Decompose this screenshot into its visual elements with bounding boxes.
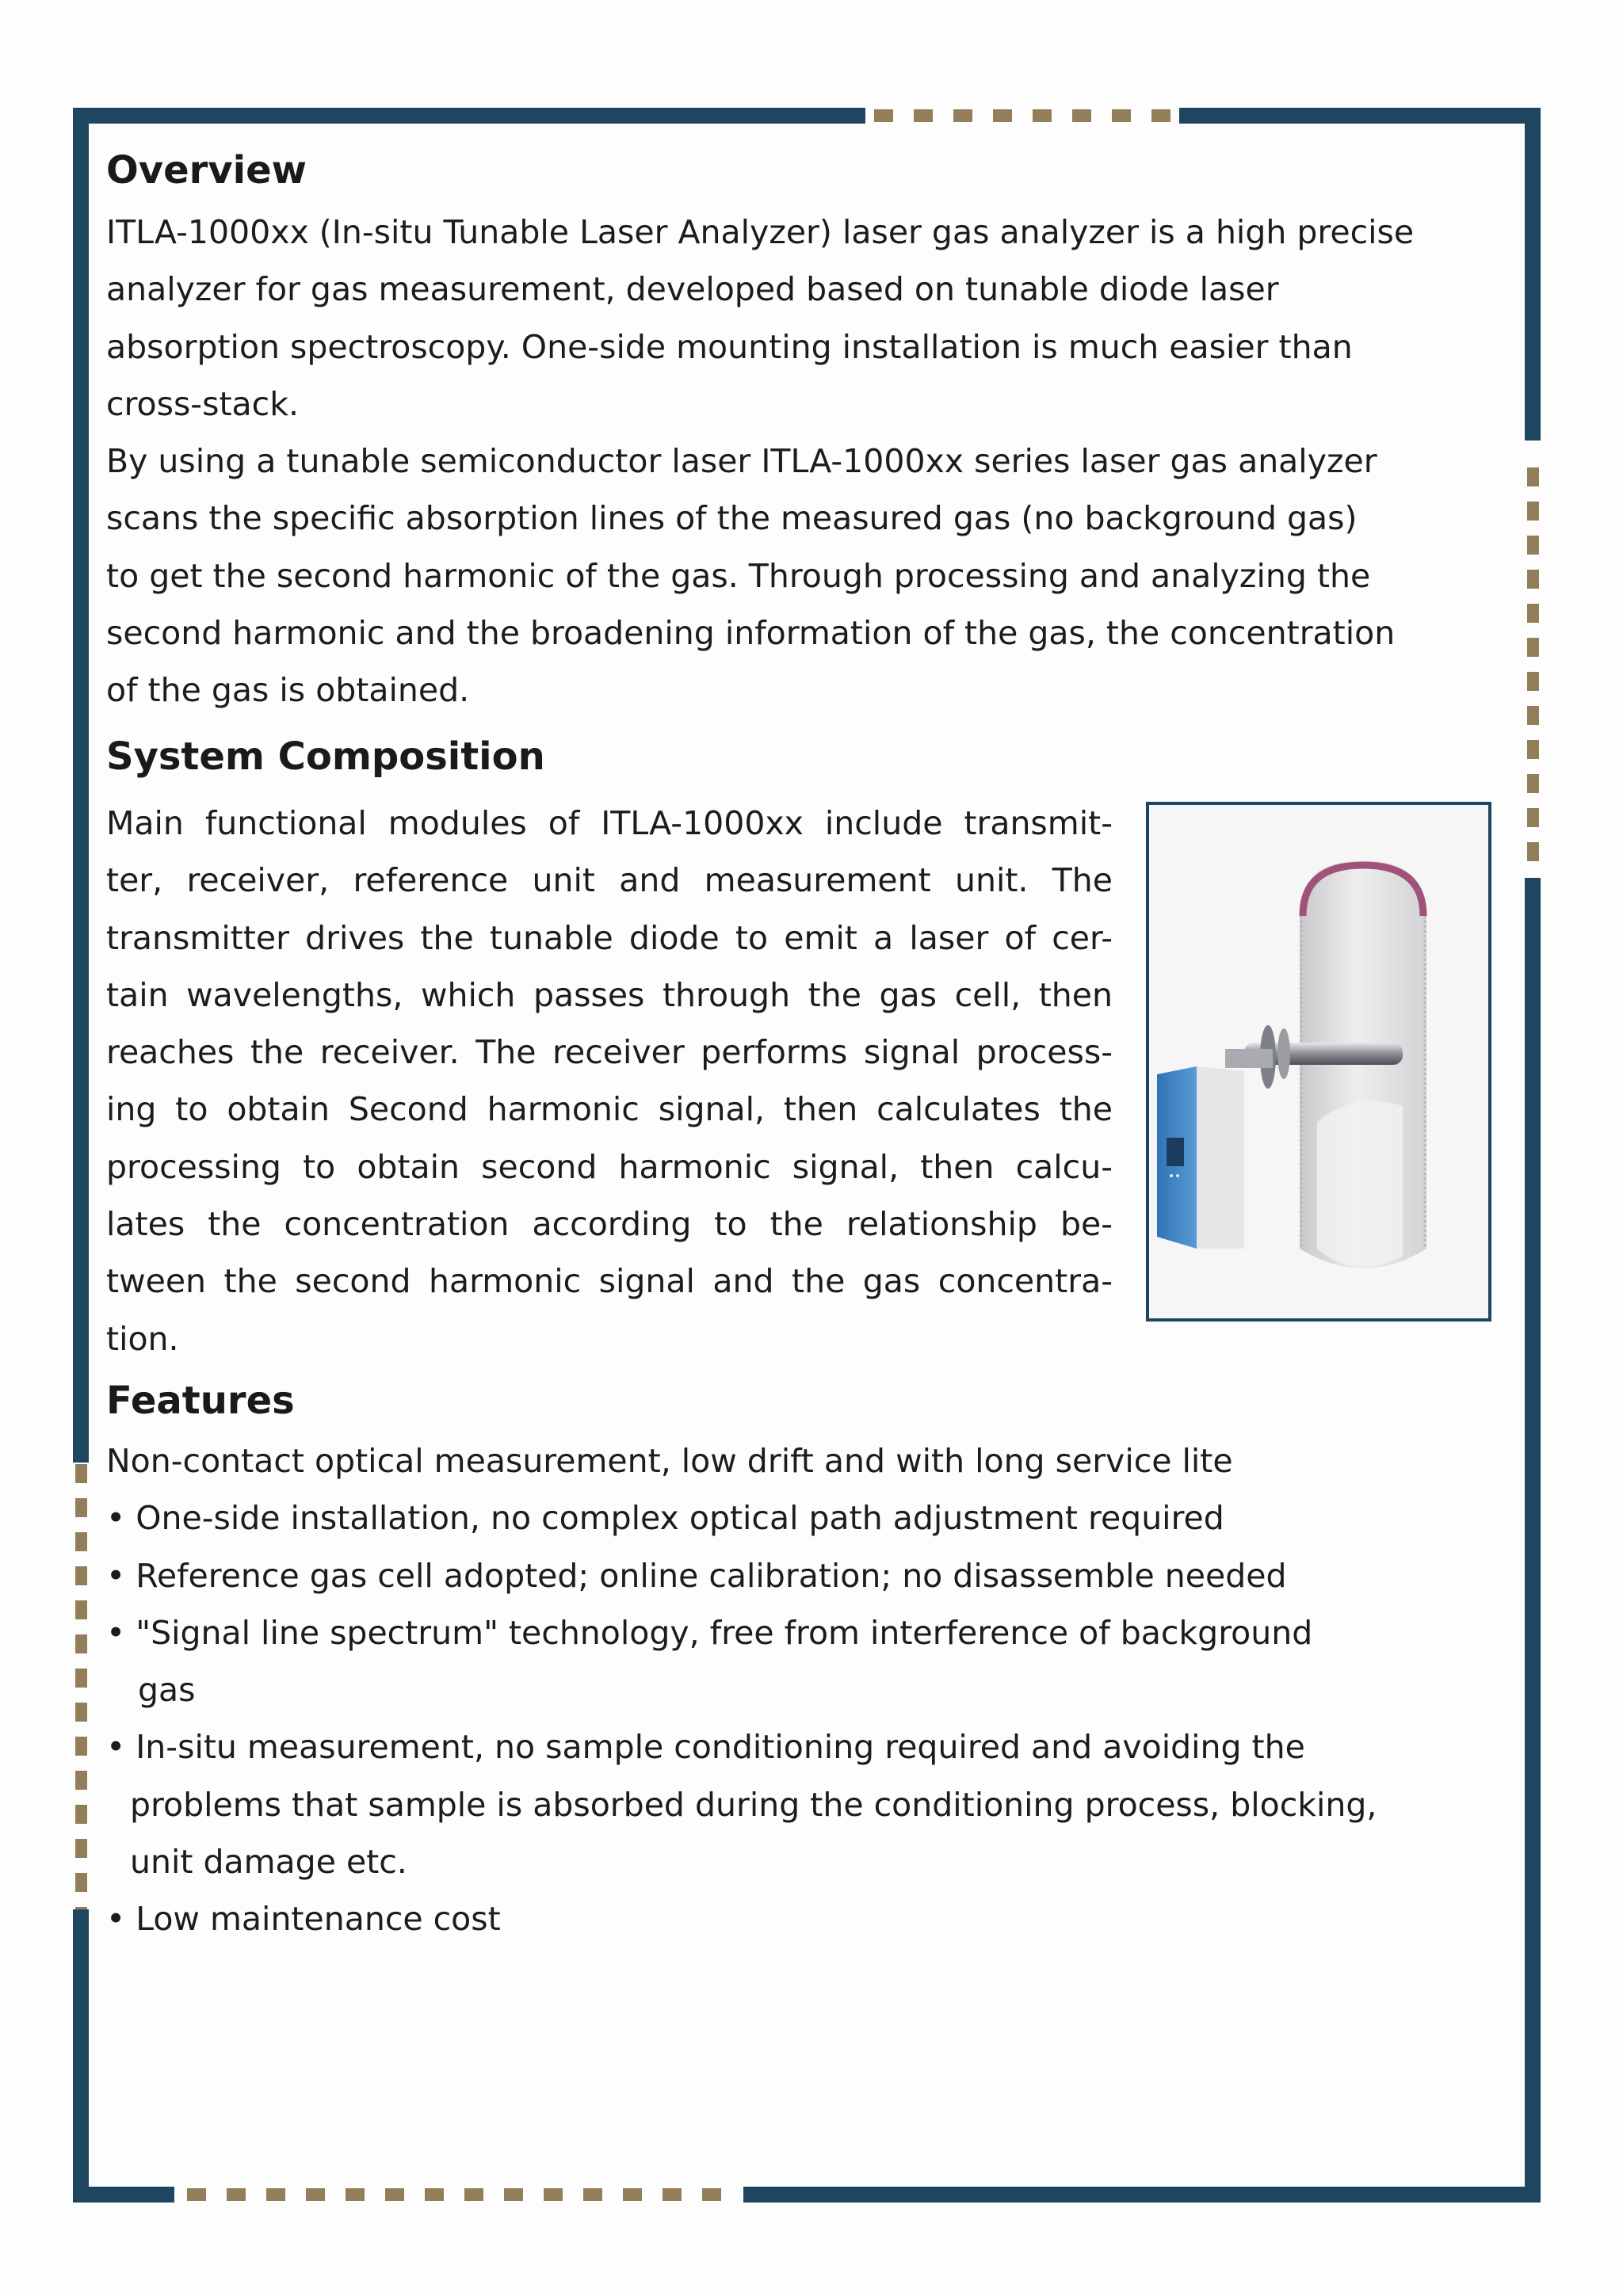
- analyzer-illustration: [1149, 805, 1488, 1318]
- feature-item: • Low maintenance cost: [106, 1900, 501, 1939]
- frame-top-dashes: [874, 109, 1170, 122]
- overview-line: cross-stack.: [106, 384, 299, 423]
- frame-right-top: [1525, 108, 1541, 441]
- system-composition-line: tion.: [106, 1319, 179, 1358]
- feature-item: • In-situ measurement, no sample conditioning required and avoiding the: [106, 1728, 1305, 1767]
- feature-item: • "Signal line spectrum" technology, free from interference of background: [106, 1613, 1313, 1652]
- features-heading: Features: [106, 1379, 295, 1423]
- feature-item-continuation: gas: [138, 1671, 196, 1710]
- frame-bottom-right: [743, 2187, 1541, 2203]
- system-composition-line: tain wavelengths, which passes through the gas cell, then: [106, 975, 1113, 1014]
- system-composition-line: processing to obtain second harmonic signal, then calcu-: [106, 1147, 1113, 1186]
- frame-left-top: [73, 108, 89, 1463]
- system-composition-line: ter, receiver, reference unit and measurement unit. The: [106, 861, 1113, 900]
- system-composition-line: transmitter drives the tunable diode to emit a laser of cer-: [106, 918, 1113, 957]
- overview-line: second harmonic and the broadening information of the gas, the concentration: [106, 614, 1396, 653]
- feature-item-continuation: unit damage etc.: [130, 1843, 407, 1882]
- feature-item: • Reference gas cell adopted; online calibration; no disassemble needed: [106, 1556, 1287, 1595]
- feature-item: • One-side installation, no complex optical path adjustment required: [106, 1499, 1224, 1538]
- frame-top-right: [1179, 108, 1541, 124]
- feature-item-continuation: problems that sample is absorbed during the conditioning process, blocking,: [130, 1785, 1377, 1824]
- overview-line: of the gas is obtained.: [106, 671, 470, 710]
- overview-line: to get the second harmonic of the gas. Through processing and analyzing the: [106, 556, 1371, 595]
- overview-line: By using a tunable semiconductor laser ITLA-1000xx series laser gas analyzer: [106, 442, 1377, 481]
- system-composition-line: reaches the receiver. The receiver performs signal process-: [106, 1033, 1113, 1072]
- frame-left-bottom: [73, 1909, 89, 2203]
- system-composition-line: lates the concentration according to the relationship be-: [106, 1205, 1113, 1244]
- overview-heading: Overview: [106, 148, 307, 193]
- overview-line: scans the specific absorption lines of the measured gas (no background gas): [106, 499, 1358, 538]
- system-composition-line: ing to obtain Second harmonic signal, then calculates the: [106, 1090, 1113, 1129]
- system-composition-text: [106, 795, 1113, 1367]
- analyzer-installation-image: [1146, 802, 1491, 1322]
- features-list: [106, 1432, 1377, 1948]
- frame-right-bottom: [1525, 878, 1541, 2203]
- frame-top-left: [73, 108, 865, 124]
- system-composition-heading: System Composition: [106, 734, 545, 779]
- overview-text: [106, 204, 1414, 719]
- overview-line: absorption spectroscopy. One-side mounting installation is much easier than: [106, 327, 1353, 366]
- overview-line: analyzer for gas measurement, developed based on tunable diode laser: [106, 270, 1279, 309]
- frame-right-dashes: [1527, 467, 1539, 861]
- frame-bottom-left: [73, 2187, 174, 2203]
- system-composition-line: Main functional modules of ITLA-1000xx include transmit-: [106, 804, 1113, 842]
- system-composition-line: tween the second harmonic signal and the gas concentra-: [106, 1262, 1113, 1301]
- features-intro: Non-contact optical measurement, low drift and with long service lite: [106, 1442, 1233, 1480]
- frame-bottom-dashes: [187, 2188, 721, 2201]
- overview-line: ITLA-1000xx (In-situ Tunable Laser Analyzer) laser gas analyzer is a high precise: [106, 213, 1415, 251]
